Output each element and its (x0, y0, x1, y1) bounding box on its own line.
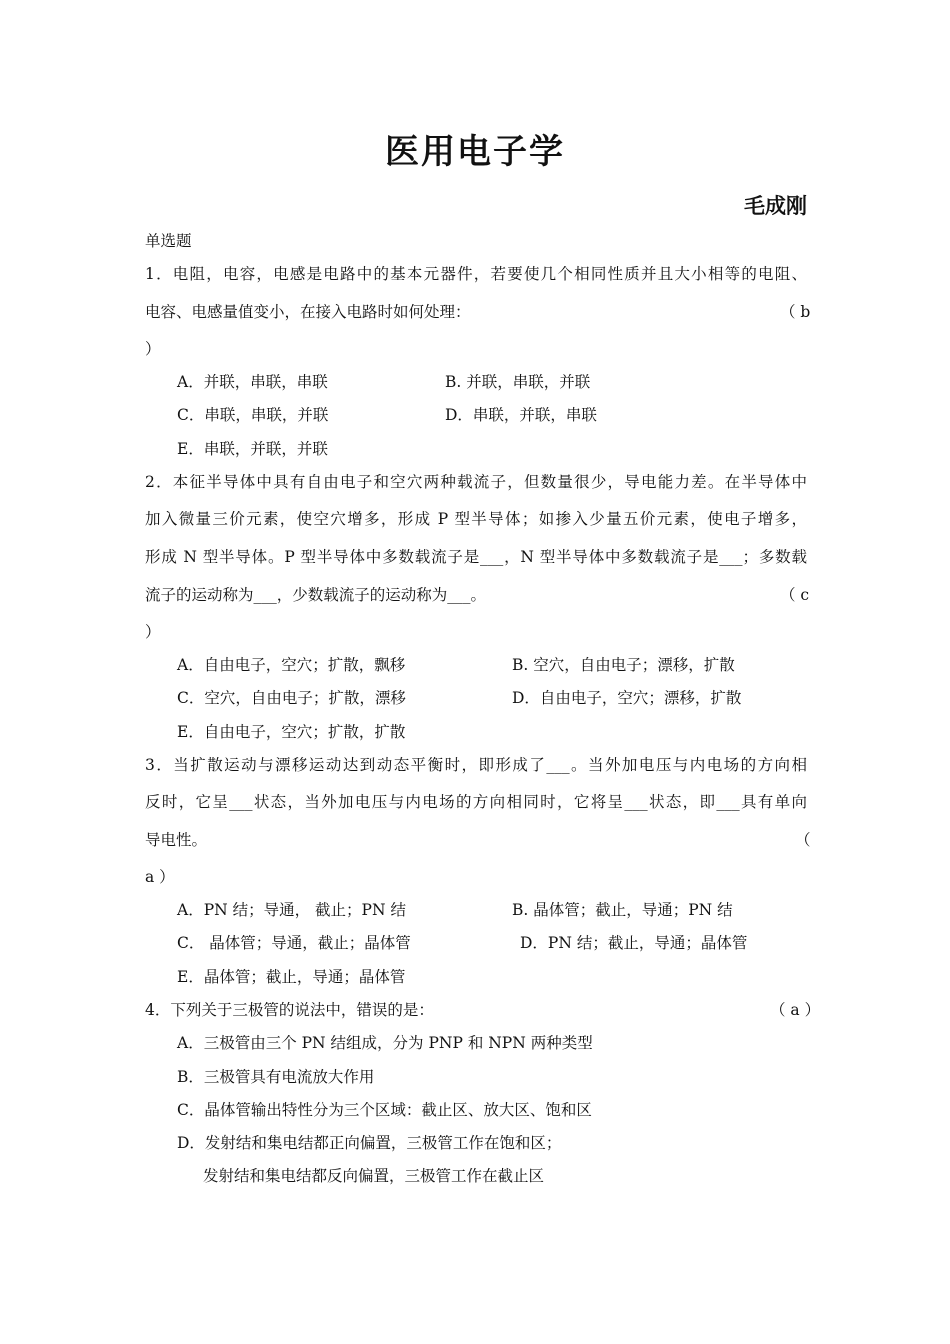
q4-answer: （ a ） (770, 1001, 821, 1019)
q1-option-c: C．串联，串联，并联 (177, 406, 329, 424)
q1-option-b: B. 并联，串联，并联 (445, 373, 591, 391)
q4-option-d-continued: 发射结和集电结都反向偏置，三极管工作在截止区 (203, 1167, 545, 1185)
q2-option-c: C．空穴，自由电子；扩散，漂移 (177, 689, 406, 707)
q1-text-line-2: 电容、电感量值变小，在接入电路时如何处理： (145, 303, 471, 321)
q3-text-line-2: 反时，它呈___状态，当外加电压与内电场的方向相同时，它将呈___状态，即___具有单向 (145, 793, 807, 811)
q3-text-line-1: 3．当扩散运动与漂移运动达到动态平衡时，即形成了___。当外加电压与内电场的方向相 (145, 756, 807, 774)
q3-option-e: E．晶体管；截止，导通；晶体管 (177, 968, 406, 986)
q1-answer-open: （ b (780, 303, 811, 321)
q2-text-line-3: 形成 N 型半导体。P 型半导体中多数载流子是___，N 型半导体中多数载流子是___；多数载 (145, 548, 807, 566)
q1-option-a: A．并联，串联，串联 (177, 373, 328, 391)
q3-option-a: A．PN 结；导通， 截止；PN 结 (177, 901, 406, 919)
q2-option-d: D．自由电子，空穴；漂移，扩散 (512, 689, 742, 707)
q2-text-line-4: 流子的运动称为___，少数载流子的运动称为___。 (145, 586, 487, 604)
q4-option-a: A．三极管由三个 PN 结组成，分为 PNP 和 NPN 两种类型 (177, 1034, 593, 1052)
page-title: 医用电子学 (385, 132, 565, 172)
q2-answer-close: ） (145, 623, 161, 641)
q2-option-b: B. 空穴，自由电子；漂移，扩散 (512, 656, 735, 674)
section-heading: 单选题 (145, 232, 192, 250)
q3-option-b: B. 晶体管；截止，导通；PN 结 (512, 901, 733, 919)
q3-answer-close: a ） (145, 868, 175, 886)
q1-answer-close: ） (145, 340, 161, 358)
q4-option-b: B．三极管具有电流放大作用 (177, 1068, 375, 1086)
q1-option-e: E．串联，并联，并联 (177, 440, 328, 458)
author-name: 毛成刚 (744, 194, 807, 218)
q3-answer-open: （ (795, 831, 811, 849)
q3-option-c: C． 晶体管；导通，截止；晶体管 (177, 934, 411, 952)
q1-text-line-1: 1．电阻，电容，电感是电路中的基本元器件，若要使几个相同性质并且大小相等的电阻、 (145, 265, 807, 283)
q2-text-line-2: 加入微量三价元素，使空穴增多，形成 P 型半导体；如掺入少量五价元素，使电子增多， (145, 510, 807, 528)
q4-text-line-1: 4．下列关于三极管的说法中，错误的是： (145, 1001, 434, 1019)
q4-option-d: D．发射结和集电结都正向偏置，三极管工作在饱和区； (177, 1134, 562, 1152)
q1-option-d: D．串联，并联，串联 (445, 406, 597, 424)
q2-option-e: E．自由电子，空穴；扩散，扩散 (177, 723, 406, 741)
q2-answer-open: （ c (780, 586, 810, 604)
q3-text-line-3: 导电性。 (145, 831, 208, 849)
q2-option-a: A．自由电子，空穴；扩散，飘移 (177, 656, 406, 674)
q4-option-c: C．晶体管输出特性分为三个区域：截止区、放大区、饱和区 (177, 1101, 592, 1119)
q2-text-line-1: 2．本征半导体中具有自由电子和空穴两种载流子，但数量很少，导电能力差。在半导体中 (145, 473, 807, 491)
q3-option-d: D．PN 结；截止，导通；晶体管 (520, 934, 748, 952)
